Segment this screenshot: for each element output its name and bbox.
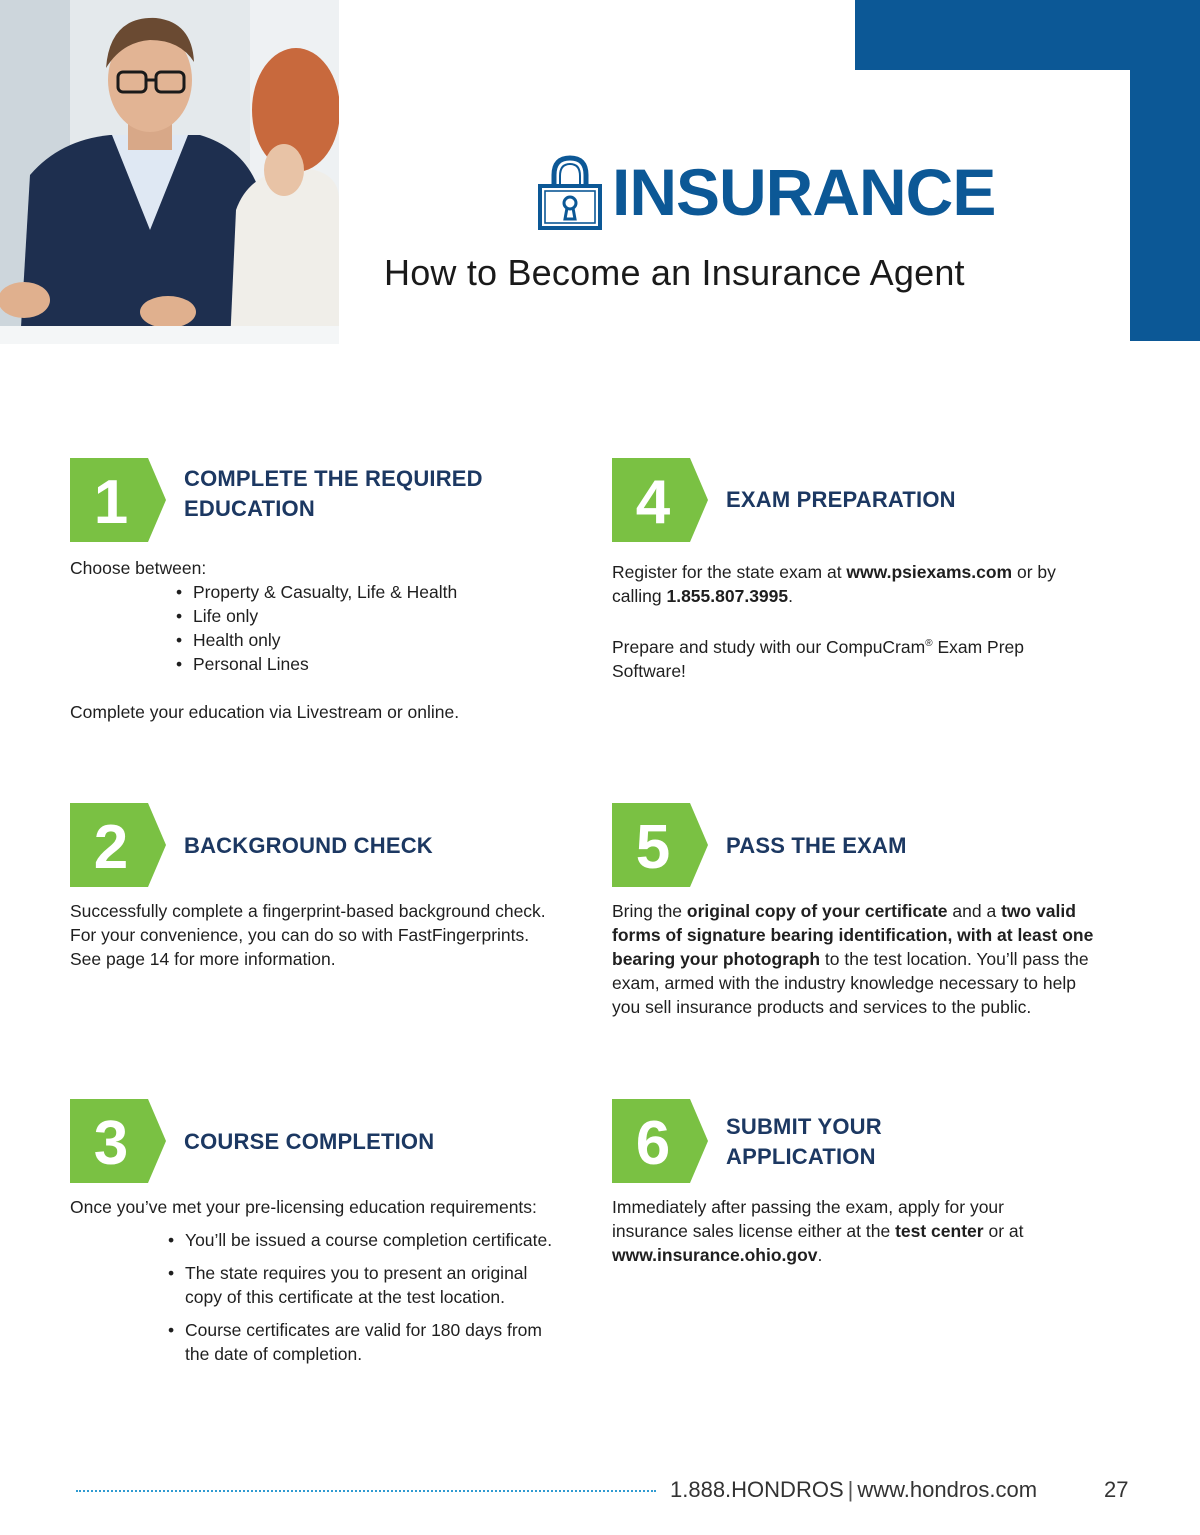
footer-website-link[interactable]: www.hondros.com: [857, 1477, 1038, 1502]
list-item: • Health only: [176, 628, 590, 652]
header-photo: [0, 0, 339, 344]
ohio-insurance-link[interactable]: www.insurance.ohio.gov: [612, 1245, 818, 1265]
step-line: Immediately after passing the exam, apply for your: [612, 1197, 1004, 1217]
step-number: 4: [635, 468, 671, 537]
list-item: • You’ll be issued a course completion certificate.: [168, 1228, 590, 1252]
step-number: 5: [635, 813, 671, 882]
step-header: [612, 458, 1132, 542]
step-header: [612, 803, 1132, 887]
step-line: Register for the state exam at www.psiexams.com or by: [612, 562, 1056, 582]
step-body: [70, 1195, 590, 1366]
step-body: [612, 899, 1132, 1019]
brand-wordmark: INSURANCE: [612, 155, 996, 229]
footer-contact: [670, 1477, 1037, 1503]
page-number: 27: [1104, 1477, 1129, 1502]
header-accent-bar-top: [855, 0, 1200, 70]
step-badge: [612, 458, 708, 542]
step-body: [612, 1195, 1132, 1267]
step-body: [70, 556, 590, 724]
step-number: 3: [93, 1109, 129, 1178]
step-title: [184, 464, 483, 524]
step-header: [612, 1099, 1132, 1183]
step-line: forms of signature bearing identification, with at least one: [612, 925, 1094, 945]
step-title: [726, 1112, 882, 1172]
step-closing: Complete your education via Livestream or online.: [70, 702, 460, 722]
step-intro: Choose between:: [70, 558, 207, 578]
step-title: COURSE COMPLETION: [184, 1129, 435, 1154]
step-title: PASS THE EXAM: [726, 833, 907, 858]
footer-dotted-rule: [76, 1490, 656, 1492]
step-intro: Once you’ve met your pre-licensing education requirements:: [70, 1197, 537, 1217]
step-5: [612, 803, 1132, 1019]
step-2: [70, 803, 590, 971]
section-brand: [536, 152, 995, 232]
list-item: • Property & Casualty, Life & Health: [176, 580, 590, 604]
page-title: How to Become an Insurance Agent: [384, 252, 965, 293]
step-badge: [70, 803, 166, 887]
footer-phone: 1.888.HONDROS: [670, 1477, 844, 1502]
step-number: 6: [635, 1109, 671, 1178]
step-line: insurance sales license either at the test center or at: [612, 1221, 1024, 1241]
step-4: [612, 458, 1132, 683]
step-line: Software!: [612, 660, 686, 681]
step-badge: [612, 1099, 708, 1183]
step-title: EXAM PREPARATION: [726, 487, 956, 512]
footer-separator: |: [847, 1477, 854, 1502]
step-badge: [70, 458, 166, 542]
step-body: [70, 899, 590, 971]
step-line: you sell insurance products and services to the public.: [612, 997, 1032, 1017]
list-item: • Course certificates are valid for 180 days from the date of completion.: [168, 1318, 590, 1366]
padlock-icon: [536, 153, 604, 231]
step-line: Bring the original copy of your certificate and a two valid: [612, 901, 1076, 921]
step-line: calling 1.855.807.3995.: [612, 586, 794, 606]
step-line: exam, armed with the industry knowledge necessary to help: [612, 973, 1076, 993]
step-number: 2: [93, 813, 129, 882]
list-item: • The state requires you to present an original copy of this certificate at the test location.: [168, 1261, 590, 1309]
step-title-line: APPLICATION: [726, 1144, 876, 1169]
step-line: bearing your photograph to the test location. You’ll pass the: [612, 949, 1089, 969]
license-options-list: [176, 580, 590, 676]
step-line: Successfully complete a fingerprint-based background check.: [70, 901, 546, 921]
step-line: For your convenience, you can do so with FastFingerprints.: [70, 925, 530, 945]
step-body: [612, 560, 1132, 683]
step-1: [70, 458, 590, 724]
completion-facts-list: [168, 1228, 590, 1366]
step-header: [70, 803, 590, 887]
step-line: See page 14 for more information.: [70, 949, 336, 969]
photo-agent-meeting: [0, 0, 339, 344]
step-number: 1: [93, 468, 129, 537]
psi-exams-link[interactable]: www.psiexams.com: [846, 562, 1013, 582]
step-title-line: EDUCATION: [184, 496, 315, 521]
step-line: www.insurance.ohio.gov.: [612, 1245, 823, 1265]
step-6: [612, 1099, 1132, 1267]
step-header: [70, 458, 590, 542]
step-line: Prepare and study with our CompuCram® Exam Prep: [612, 636, 1025, 657]
step-badge: [612, 803, 708, 887]
step-title: BACKGROUND CHECK: [184, 833, 433, 858]
header-accent-bar-side: [1130, 70, 1200, 341]
step-title-line: SUBMIT YOUR: [726, 1114, 882, 1139]
list-item: • Life only: [176, 604, 590, 628]
step-title-line: COMPLETE THE REQUIRED: [184, 466, 483, 491]
step-header: [70, 1099, 590, 1183]
step-3: [70, 1099, 590, 1375]
psi-phone-number: 1.855.807.3995: [666, 586, 789, 606]
step-badge: [70, 1099, 166, 1183]
list-item: • Personal Lines: [176, 652, 590, 676]
